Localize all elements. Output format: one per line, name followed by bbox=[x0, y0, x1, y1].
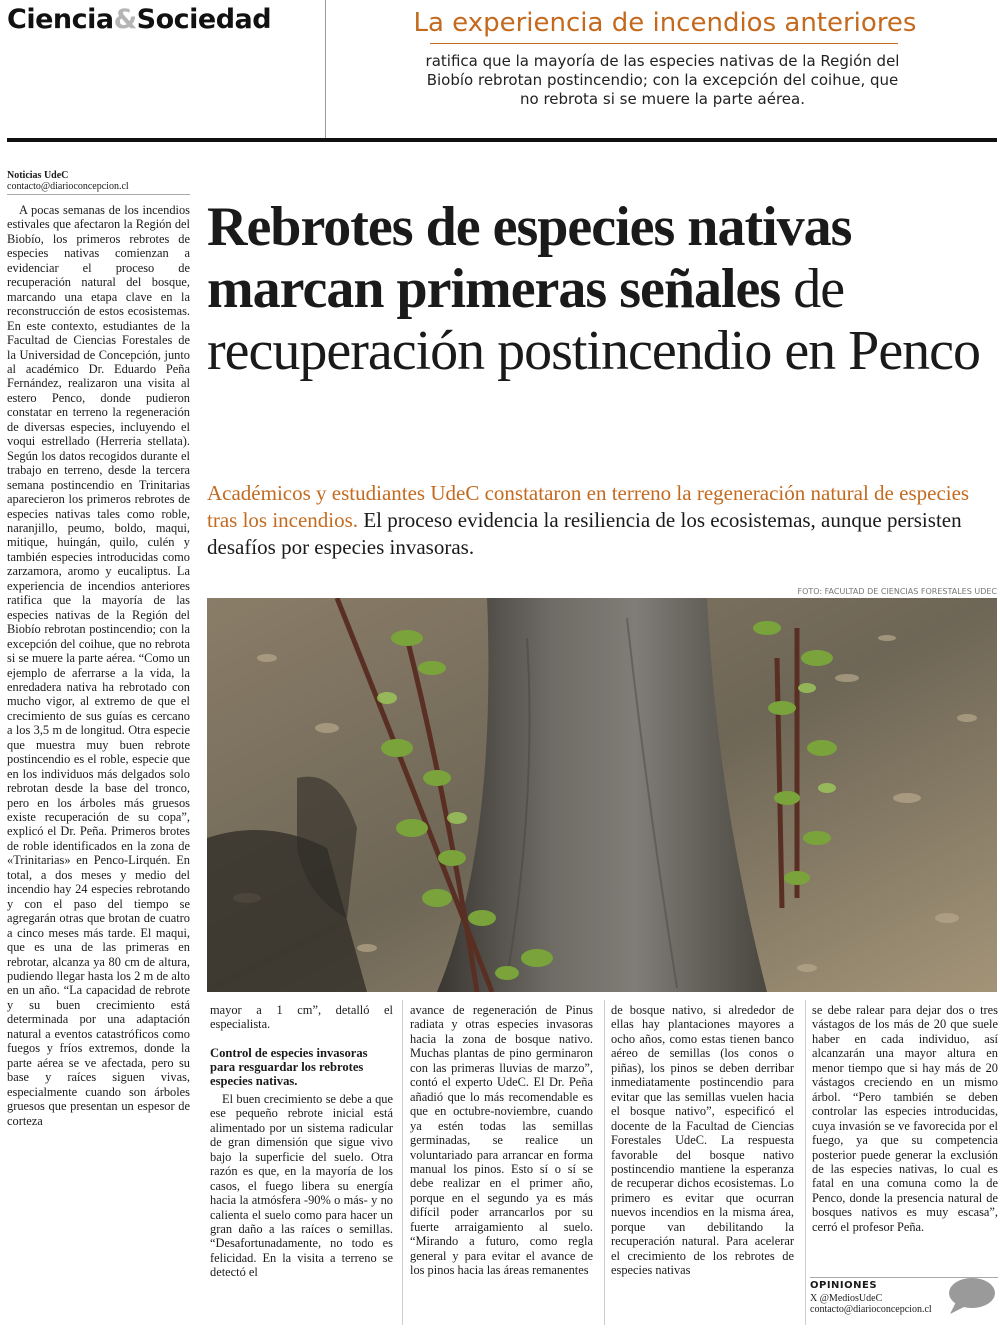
article-column-5 bbox=[812, 1003, 998, 1234]
speech-bubble-icon bbox=[946, 1276, 996, 1321]
column-divider bbox=[604, 1000, 605, 1325]
subheading: Control de especies invasoras para resguardar los rebrotes especies nativas. bbox=[210, 1045, 368, 1088]
column-divider bbox=[805, 1000, 806, 1325]
column-3-text: avance de regeneración de Pinus radiata y otras especies invasoras hacia la zona de bosque nativo. Muchas plantas de pino germinaron con las primeras lluvias de marzo”, contó el experto UdeC. El Dr. Peña añadió que lo más recomendable es que en octubre-noviembre, cuando ya estén todas las semillas germinadas, se realice un voluntariado para arrancar en forma manual los pinos. Esto sí o sí se debe realizar en el primer año, porque en el segundo ya es más difícil poder arrancarlos por su fuerte arraigamiento al suelo. “Mirando a futuro, como regla general y para evitar el avance de los pinos hacia las áreas remanentes bbox=[410, 1003, 593, 1278]
opinions-label: OPINIONES bbox=[810, 1280, 878, 1291]
article-column-2 bbox=[210, 1003, 393, 1280]
article-column-3 bbox=[410, 1003, 593, 1278]
pull-quote-rule bbox=[430, 43, 898, 44]
lede-rest: El proceso evidencia la resiliencia de los ecosistemas, aunque persisten desafíos por especies invasoras. bbox=[207, 508, 962, 559]
column-2-text: El buen crecimiento se debe a que ese pequeño rebrote inicial está alimentado por un sistema radicular de gran dimensión que sigue vivo bajo la superficie del suelo. Otra razón es que, en la mayoría de los casos, el fuego libera su energía hacia la atmósfera -90% o más- y no calienta el suelo como para hacer un gran daño a las raíces o semillas. “Desafortunadamente, no todo es felicidad. En la visita a terreno se detectó el bbox=[210, 1091, 393, 1280]
byline bbox=[7, 170, 190, 192]
article-photo bbox=[207, 598, 997, 992]
article-column-1 bbox=[7, 203, 190, 1128]
column-4-text: de bosque nativo, si alrededor de ellas hay plantaciones mayores a ocho años, como estas tienen banco aéreo de semillas (los conos o piñas), los pinos se deben derribar inmediatamente postincendio para evitar que las semillas vuelen hacia el bosque nativo”, especificó el docente de la Facultad de Ciencias Forestales UdeC. La respuesta favorable del bosque nativo postincendio mantiene la esperanza de recuperar dichos ecosistemas. Lo primero es evitar que ocurran nuevos incendios en la misma área, porque van debilitando la recuperación natural. Para acelerar el crecimiento de los rebrotes de especies nativas bbox=[611, 1003, 794, 1278]
headline bbox=[207, 196, 997, 382]
lede-highlight: Académicos y estudiantes UdeC constataron en terreno la regeneración natural de especies tras los incendios. bbox=[207, 481, 970, 532]
column-5-text: se debe ralear para dejar dos o tres vástagos de los más de 20 que suele haber en cada individuo, así alcanzarán una mayor altura en menor tiempo que si hay más de 20 vástagos creciendo en un mismo árbol. “Pero también se deben controlar las especies introducidas, cuya invasión se ve favorecida por el fuego, ya que su competencia posterior puede generar la exclusión de las especies nativas, lo cual es fatal en una comuna como la de Penco, donde la presencia natural de bosques nativos es muy escasa”, cerró el profesor Peña. bbox=[812, 1003, 998, 1234]
column-divider bbox=[402, 1000, 403, 1325]
opinions-email[interactable]: contacto@diarioconcepcion.cl bbox=[810, 1304, 932, 1315]
headline-regular: de recuperación postincendio en Penco bbox=[207, 258, 981, 382]
headline-bold: Rebrotes de especies nativas marcan primeras señales bbox=[207, 196, 852, 320]
photo-credit: FOTO: FACULTAD DE CIENCIAS FORESTALES UDEC bbox=[797, 587, 997, 596]
pull-quote-body: ratifica que la mayoría de las especies nativas de la Región del Biobío rebrotan postincendio; con la excepción del coihue, que no rebrota si se muere la parte aérea. bbox=[425, 52, 900, 108]
opinions-x-handle[interactable]: X @MediosUdeC bbox=[810, 1293, 883, 1304]
column-1-text: A pocas semanas de los incendios estivales que afectaron la Región del Biobío, los primeros rebrotes de especies nativas comienzan a evidenciar el proceso de recuperación natural del bosque, marcando una etapa clave en la reconstrucción de estos ecosistemas. En este contexto, estudiantes de la Facultad de Ciencias Forestales de la Universidad de Concepción, junto al académico Dr. Eduardo Peña Fernández, realizaron una visita al estero Penco, donde pudieron constatar en terreno la regeneración de diversas especies, incluyendo el voqui estrellado (Herreria stellata). Según los datos recogidos durante el trabajo en terreno, desde la tercera semana postincendio en Trinitarias aparecieron los primeros rebrotes de especies nativas tales como roble, naranjillo, peumo, boldo, maqui, mitique, huingán, quilo, culén y también especies introducidas como zarzamora, aromo y eucaliptus. La experiencia de incendios anteriores ratifica que la mayoría de las especies nativas de la Región del Biobío rebrotan postincendio; con la excepción del coihue, que no rebrota si se muere la parte aérea. “Como un ejemplo de aferrarse a la vida, la enredadera nativa ha rebrotado con mucho vigor, al extremo de que el crecimiento de sus guías es cercano a los 3,5 m de longitud. Otra especie que muestra muy buen rebrote postincendio es el roble, especie que en los individuos más delgados solo rebrotan desde la base del tronco, pero en los árboles más gruesos existe recuperación de su copa”, explicó el Dr. Peña. Primeros brotes de roble identificados en la zona de «Trinitarias» en Penco-Lirquén. En total, a dos meses y medio del incendio hay 24 especies rebrotando y con el paso del tiempo se agregarán otras que brotan de cuatro a cinco meses más tarde. El maqui, que es una de las primeras en rebrotar, alcanza ya 80 cm de altura, pudiendo llegar hasta los 2 m de alto en un año. “La capacidad de rebrote y su buen crecimiento está determinada por una adaptación natural a eventos catastróficos como fuegos y fríos extremos, donde la parte aérea se ve afectada, pero su base y raíces siguen vivas, especialmente cuando son árboles gruesos que presentan un espesor de corteza bbox=[7, 203, 190, 1128]
article-column-4 bbox=[611, 1003, 794, 1278]
pull-quote-heading: La experiencia de incendios anteriores bbox=[413, 8, 917, 38]
section-name: Ciencia&Sociedad bbox=[7, 4, 272, 35]
byline-author: Noticias UdeC bbox=[7, 170, 69, 181]
column-2-start: mayor a 1 cm”, detalló el especialista. bbox=[210, 1003, 393, 1032]
byline-email[interactable]: contacto@diarioconcepcion.cl bbox=[7, 181, 129, 192]
header-divider bbox=[325, 0, 326, 138]
tree-regrowth-image bbox=[207, 598, 997, 992]
lede bbox=[207, 480, 997, 561]
byline-rule bbox=[7, 194, 190, 195]
header-rule bbox=[7, 138, 997, 142]
